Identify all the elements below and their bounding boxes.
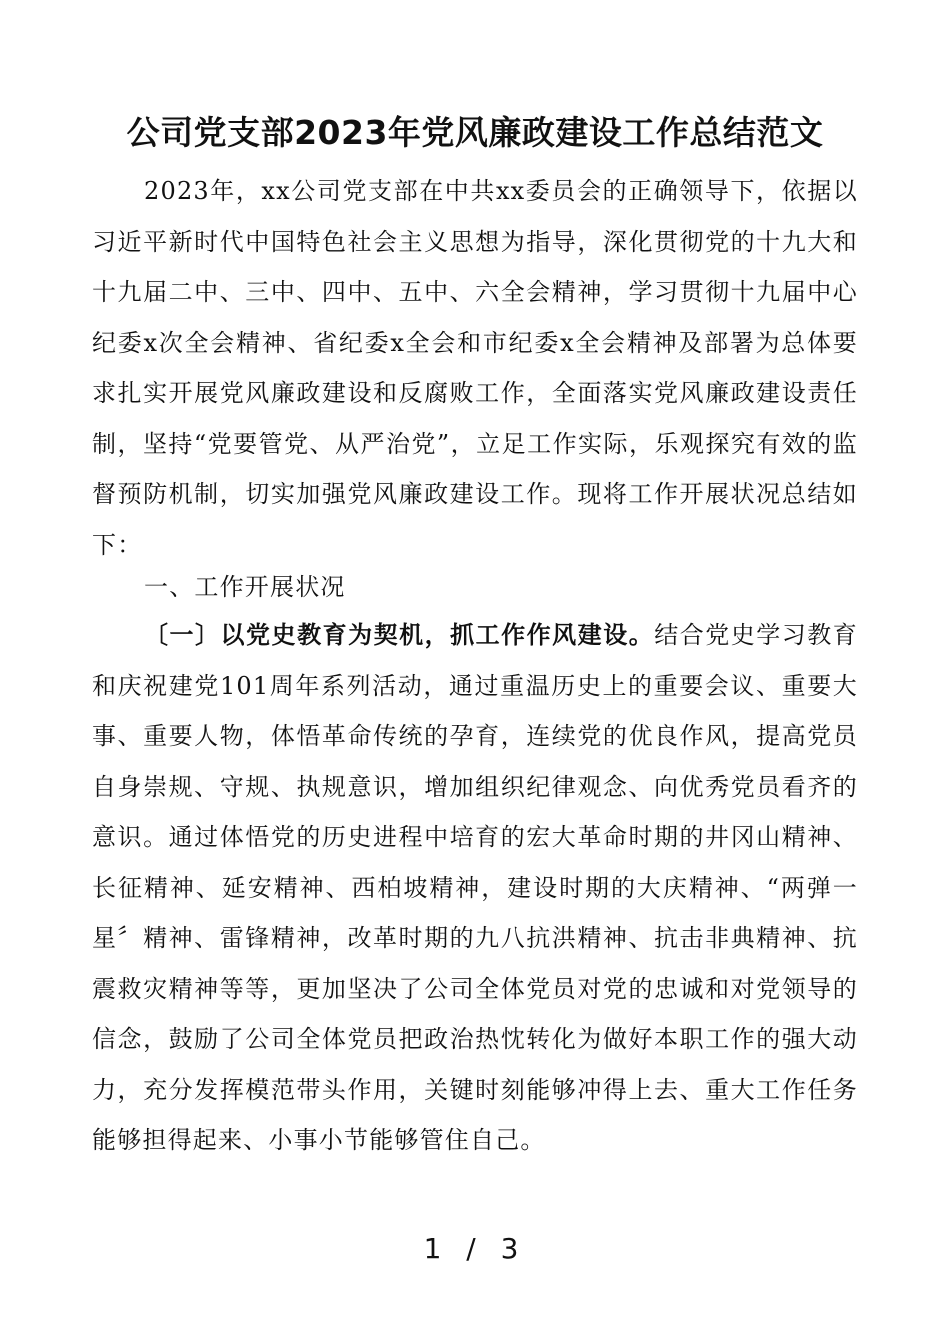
- subsection-paragraph: [92, 610, 858, 1166]
- intro-paragraph: 2023年，xx公司党支部在中共xx委员会的正确领导下，依据以习近平新时代中国特色社会主义思想为指导，深化贯彻党的十九大和十九届二中、三中、四中、五中、六全会精神，学习贯彻十九届中心纪委x次全会精神、省纪委x全会和市纪委x全会精神及部署为总体要求扎实开展党风廉政建设和反腐败工作，全面落实党风廉政建设责任制，坚持“党要管党、从严治党”，立足工作实际，乐观探究有效的监督预防机制，切实加强党风廉政建设工作。现将工作开展状况总结如下：: [92, 177, 858, 559]
- subsection-text: 结合党史学习教育和庆祝建党101周年系列活动，通过重温历史上的重要会议、重要大事、重要人物，体悟革命传统的孕育，连续党的优良作风，提高党员自身崇规、守规、执规意识，增加组织纪律观念、向优秀党员看齐的意识。通过体悟党的历史进程中培育的宏大革命时期的井冈山精神、长征精神、延安精神、西柏坡精神，建设时期的大庆精神、“两弹一星〞精神、雷锋精神，改革时期的九八抗洪精神、抗击非典精神、抗震救灾精神等等，更加坚决了公司全体党员对党的忠诚和对党领导的信念，鼓励了公司全体党员把政治热忱转化为做好本职工作的强大动力，充分发挥模范带头作用，关键时刻能够冲得上去、重大工作任务能够担得起来、小事小节能够管住自己。: [92, 621, 858, 1154]
- page-number: 1 / 3: [423, 1232, 527, 1265]
- subsection-heading: 〔一〕以党史教育为契机，抓工作作风建设。: [144, 621, 655, 649]
- document-title: 公司党支部2023年党风廉政建设工作总结范文: [126, 113, 824, 152]
- section-heading: 一、工作开展状况: [144, 573, 346, 601]
